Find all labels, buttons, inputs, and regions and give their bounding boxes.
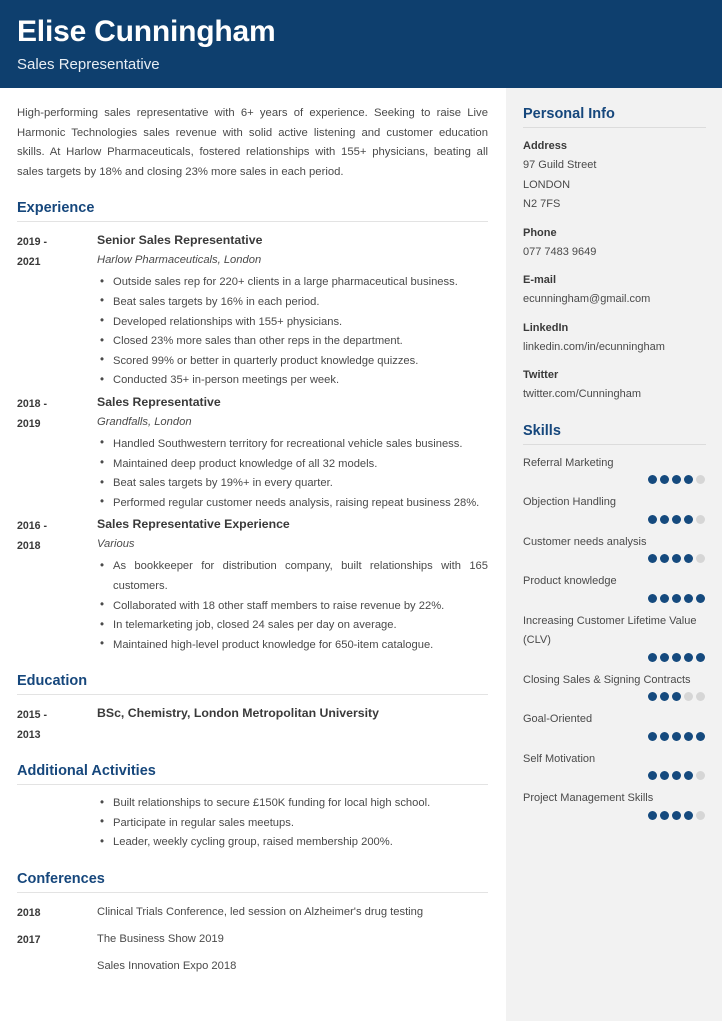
rating-dot-filled bbox=[696, 732, 705, 741]
job-bullet: • Conducted 35+ in-person meetings per week. bbox=[97, 371, 488, 391]
conference-name: Sales Innovation Expo 2018 bbox=[97, 960, 237, 973]
professional-summary: High-performing sales representative with 6+ years of experience. Seeking to raise Live Harmonic Technologies sales revenue with solid active listening and customer education skills. At Harlow Pharmaceuticals, fostered relationships with 155+ physicians, beating all sales targets by 18% and closing 23% more sales in each period. bbox=[17, 107, 488, 178]
job-bullet-list bbox=[97, 273, 488, 391]
job-organization: Various bbox=[97, 538, 135, 551]
section-conferences bbox=[17, 871, 488, 976]
job-bullet: • Beat sales targets by 16% in each period. bbox=[97, 293, 488, 313]
job-title: Senior Sales Representative bbox=[97, 233, 263, 248]
job-bullet: • Developed relationships with 155+ physicians. bbox=[97, 313, 488, 333]
rating-dot-filled bbox=[648, 475, 657, 484]
job-bullet-list bbox=[97, 557, 488, 655]
sidebar-divider bbox=[523, 127, 706, 128]
section-heading-experience: Experience bbox=[17, 200, 95, 217]
rating-dot-filled bbox=[660, 811, 669, 820]
rating-dot-filled bbox=[684, 653, 693, 662]
rating-dot-filled bbox=[648, 554, 657, 563]
rating-dot-filled bbox=[648, 771, 657, 780]
skill-rating-dots bbox=[523, 771, 706, 780]
rating-dot-filled bbox=[684, 515, 693, 524]
conference-details bbox=[97, 929, 488, 950]
rating-dot-filled bbox=[660, 594, 669, 603]
conference-name: Clinical Trials Conference, led session on Alzheimer's drug testing bbox=[97, 906, 424, 919]
rating-dot-filled bbox=[648, 692, 657, 701]
entry-date-range bbox=[17, 515, 97, 655]
skill-name: Customer needs analysis bbox=[523, 535, 647, 548]
conference-year bbox=[17, 956, 97, 976]
rating-dot-empty bbox=[696, 771, 705, 780]
job-bullet: • As bookkeeper for distribution company, built relationships with 165 customers. bbox=[97, 557, 488, 596]
sidebar-section-skills bbox=[523, 423, 706, 820]
skill-rating-dots bbox=[523, 515, 706, 524]
rating-dot-empty bbox=[696, 515, 705, 524]
conference-year: 2017 bbox=[17, 934, 41, 947]
rating-dot-empty bbox=[696, 692, 705, 701]
date-to: 2018 bbox=[17, 540, 41, 553]
skill-rating-dots bbox=[523, 653, 706, 662]
skill-name: Closing Sales & Signing Contracts bbox=[523, 673, 691, 686]
job-bullet: • Performed regular customer needs analysis, raising repeat business 28%. bbox=[97, 494, 488, 514]
job-bullet: • Beat sales targets by 19%+ in every quarter. bbox=[97, 474, 488, 494]
rating-dot-filled bbox=[648, 653, 657, 662]
skill-rating-dots bbox=[523, 594, 706, 603]
degree-title: BSc, Chemistry, London Metropolitan University bbox=[97, 706, 379, 721]
rating-dot-filled bbox=[672, 732, 681, 741]
personal-info-value: 97 Guild Street bbox=[523, 159, 597, 171]
skill-rating-dots bbox=[523, 554, 706, 563]
rating-dot-filled bbox=[672, 475, 681, 484]
experience-entry bbox=[17, 515, 488, 655]
personal-info-value: N2 7FS bbox=[523, 198, 561, 210]
personal-info-value: linkedin.com/in/ecunningham bbox=[523, 340, 665, 353]
personal-info-label: LinkedIn bbox=[523, 321, 569, 334]
rating-dot-empty bbox=[684, 692, 693, 701]
rating-dot-filled bbox=[672, 594, 681, 603]
personal-info-list bbox=[523, 137, 706, 405]
personal-info-value: ecunningham@gmail.com bbox=[523, 293, 651, 305]
rating-dot-filled bbox=[672, 554, 681, 563]
personal-info-label: Phone bbox=[523, 226, 557, 239]
date-from: 2019 - bbox=[17, 236, 48, 249]
rating-dot-filled bbox=[660, 732, 669, 741]
experience-entry bbox=[17, 393, 488, 513]
experience-entry-list bbox=[17, 231, 488, 655]
rating-dot-filled bbox=[696, 653, 705, 662]
rating-dot-filled bbox=[672, 692, 681, 701]
skill-rating-dots bbox=[523, 732, 706, 741]
conference-entry-list bbox=[17, 902, 488, 976]
rating-dot-filled bbox=[684, 475, 693, 484]
skill-rating-dots bbox=[523, 811, 706, 820]
skill-item bbox=[523, 454, 706, 485]
section-additional-activities bbox=[17, 763, 488, 853]
job-organization: Grandfalls, London bbox=[97, 415, 192, 428]
rating-dot-filled bbox=[684, 732, 693, 741]
resume-header bbox=[0, 0, 722, 88]
rating-dot-filled bbox=[648, 811, 657, 820]
rating-dot-filled bbox=[648, 594, 657, 603]
personal-info-value: LONDON bbox=[523, 178, 571, 191]
entry-date-range bbox=[17, 231, 97, 391]
skill-name: Goal-Oriented bbox=[523, 713, 593, 725]
skill-name: Project Management Skills bbox=[523, 792, 654, 804]
job-bullet: • Handled Southwestern territory for recreational vehicle sales business. bbox=[97, 435, 488, 455]
rating-dot-filled bbox=[648, 515, 657, 524]
activities-wrapper bbox=[17, 794, 488, 853]
personal-info-label: Address bbox=[523, 140, 568, 152]
date-from: 2018 - bbox=[17, 397, 48, 410]
section-heading-conferences: Conferences bbox=[17, 871, 105, 888]
rating-dot-filled bbox=[672, 653, 681, 662]
rating-dot-filled bbox=[672, 515, 681, 524]
rating-dot-filled bbox=[696, 594, 705, 603]
entry-details bbox=[97, 231, 488, 391]
sidebar-heading-skills: Skills bbox=[523, 422, 561, 439]
entry-details bbox=[97, 515, 488, 655]
section-divider bbox=[17, 892, 488, 893]
personal-info-item bbox=[523, 224, 706, 263]
education-entry bbox=[17, 704, 488, 745]
rating-dot-filled bbox=[684, 594, 693, 603]
activity-bullet: • Built relationships to secure £150K funding for local high school. bbox=[97, 794, 488, 814]
job-bullet-list bbox=[97, 435, 488, 513]
job-bullet: • Maintained deep product knowledge of all 32 models. bbox=[97, 455, 488, 475]
rating-dot-empty bbox=[696, 554, 705, 563]
skill-item bbox=[523, 789, 706, 820]
skill-item bbox=[523, 710, 706, 741]
job-organization: Harlow Pharmaceuticals, London bbox=[97, 254, 262, 267]
main-column bbox=[0, 88, 506, 1021]
job-bullet: • Scored 99% or better in quarterly product knowledge quizzes. bbox=[97, 352, 488, 372]
job-bullet: • In telemarketing job, closed 24 sales per day on average. bbox=[97, 616, 488, 636]
personal-info-item bbox=[523, 271, 706, 310]
skill-rating-dots bbox=[523, 475, 706, 484]
skill-item bbox=[523, 612, 706, 662]
resume-body bbox=[0, 88, 722, 1021]
candidate-job-title: Sales Representative bbox=[17, 56, 160, 73]
rating-dot-filled bbox=[684, 771, 693, 780]
job-bullet: • Closed 23% more sales than other reps in the department. bbox=[97, 332, 488, 352]
conference-year: 2018 bbox=[17, 907, 41, 920]
skill-name: Increasing Customer Lifetime Value (CLV) bbox=[523, 614, 697, 646]
personal-info-item bbox=[523, 137, 706, 215]
date-from: 2015 - bbox=[17, 709, 48, 722]
section-experience bbox=[17, 200, 488, 655]
sidebar-heading-personal-info: Personal Info bbox=[523, 106, 615, 122]
skill-name: Referral Marketing bbox=[523, 456, 614, 469]
conference-entry bbox=[17, 902, 488, 923]
skill-rating-dots bbox=[523, 692, 706, 701]
skill-item bbox=[523, 671, 706, 702]
skills-list bbox=[523, 454, 706, 820]
date-from: 2016 - bbox=[17, 520, 48, 533]
job-title: Sales Representative Experience bbox=[97, 517, 290, 532]
section-heading-additional-activities: Additional Activities bbox=[17, 763, 156, 780]
entry-details bbox=[97, 704, 488, 745]
conference-entry bbox=[17, 929, 488, 950]
personal-info-item bbox=[523, 319, 706, 358]
rating-dot-filled bbox=[672, 811, 681, 820]
skill-name: Objection Handling bbox=[523, 496, 616, 508]
date-to: 2019 bbox=[17, 417, 41, 430]
rating-dot-filled bbox=[660, 771, 669, 780]
job-bullet: • Maintained high-level product knowledge for 650-item catalogue. bbox=[97, 636, 488, 656]
education-entry-list bbox=[17, 704, 488, 745]
sidebar-column bbox=[506, 88, 722, 1021]
skill-name: Self Motivation bbox=[523, 752, 596, 765]
skill-name: Product knowledge bbox=[523, 575, 617, 587]
rating-dot-filled bbox=[672, 771, 681, 780]
rating-dot-filled bbox=[684, 554, 693, 563]
rating-dot-filled bbox=[660, 475, 669, 484]
conference-entry bbox=[17, 956, 488, 976]
personal-info-label: E-mail bbox=[523, 274, 557, 286]
candidate-name: Elise Cunningham bbox=[17, 15, 276, 48]
rating-dot-filled bbox=[660, 515, 669, 524]
entry-date-range bbox=[17, 393, 97, 513]
personal-info-value: twitter.com/Cunningham bbox=[523, 388, 641, 400]
section-divider bbox=[17, 784, 488, 785]
sidebar-section-personal-info bbox=[523, 106, 706, 405]
personal-info-item bbox=[523, 366, 706, 405]
rating-dot-empty bbox=[696, 811, 705, 820]
section-divider bbox=[17, 694, 488, 695]
rating-dot-filled bbox=[660, 653, 669, 662]
skill-item bbox=[523, 493, 706, 524]
entry-details bbox=[97, 393, 488, 513]
entry-date-range bbox=[17, 704, 97, 745]
sidebar-divider bbox=[523, 444, 706, 445]
skill-item bbox=[523, 572, 706, 603]
activity-bullet: • Leader, weekly cycling group, raised membership 200%. bbox=[97, 833, 488, 853]
conference-name: The Business Show 2019 bbox=[97, 933, 224, 946]
skill-item bbox=[523, 533, 706, 564]
rating-dot-filled bbox=[660, 554, 669, 563]
conference-details bbox=[97, 902, 488, 923]
conference-details bbox=[97, 956, 488, 976]
rating-dot-filled bbox=[648, 732, 657, 741]
rating-dot-filled bbox=[660, 692, 669, 701]
job-title: Sales Representative bbox=[97, 394, 221, 409]
date-to: 2021 bbox=[17, 256, 41, 269]
section-education bbox=[17, 673, 488, 745]
rating-dot-empty bbox=[696, 475, 705, 484]
date-to: 2013 bbox=[17, 729, 41, 742]
personal-info-label: Twitter bbox=[523, 369, 559, 381]
activities-bullet-list bbox=[97, 794, 488, 853]
activity-bullet: • Participate in regular sales meetups. bbox=[97, 814, 488, 834]
job-bullet: • Collaborated with 18 other staff members to raise revenue by 22%. bbox=[97, 597, 488, 617]
section-divider bbox=[17, 221, 488, 222]
job-bullet: • Outside sales rep for 220+ clients in a large pharmaceutical business. bbox=[97, 273, 488, 293]
personal-info-value: 077 7483 9649 bbox=[523, 245, 597, 258]
rating-dot-filled bbox=[684, 811, 693, 820]
section-heading-education: Education bbox=[17, 673, 88, 690]
experience-entry bbox=[17, 231, 488, 391]
skill-item bbox=[523, 750, 706, 781]
